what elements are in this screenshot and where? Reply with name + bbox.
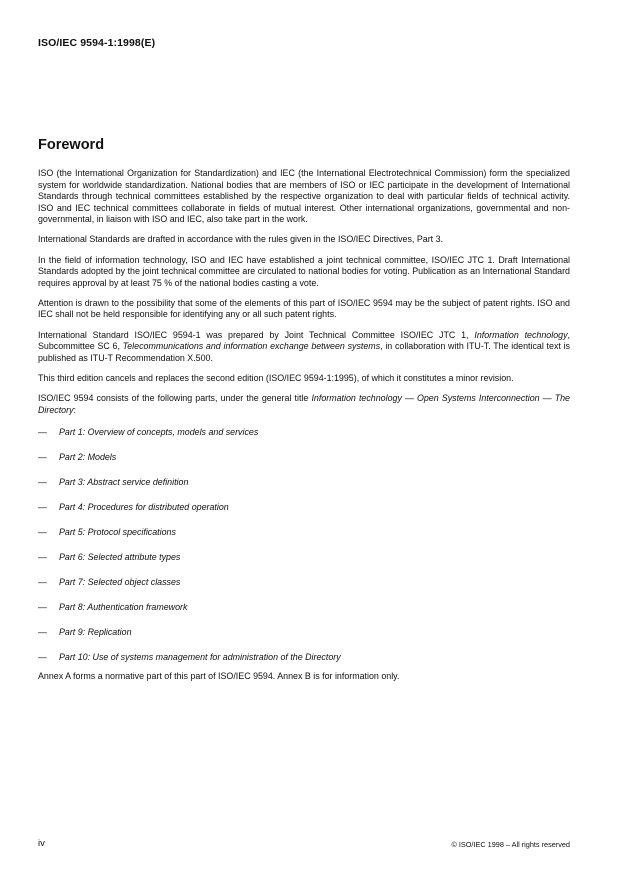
preparation-text-3: , in collaboration with ITU-T. The identical text is published as ITU-T Recommendation X.500.: [38, 341, 570, 363]
paragraph-patent-rights: Attention is drawn to the possibility that some of the elements of this part of ISO/IEC 9594 may be the subject of patent rights. ISO and IEC shall not be held responsible for identifying any or all such patent rights.: [38, 297, 570, 320]
list-item: [38, 427, 570, 452]
page-number: iv: [38, 838, 45, 849]
part-title: Part 7: Selected object classes: [59, 577, 181, 588]
part-title: Part 4: Procedures for distributed operation: [59, 502, 229, 513]
section-title: Foreword: [38, 137, 105, 153]
list-dash: —: [38, 477, 47, 488]
list-dash: —: [38, 502, 47, 513]
list-dash: —: [38, 602, 47, 613]
part-title: Part 10: Use of systems management for administration of the Directory: [59, 652, 341, 663]
list-dash: —: [38, 527, 47, 538]
copyright-notice: © ISO/IEC 1998 – All rights reserved: [451, 840, 570, 849]
document-id-header: ISO/IEC 9594-1:1998(E): [38, 37, 156, 49]
part-title: Part 8: Authentication framework: [59, 602, 188, 613]
parts-intro-text-1: ISO/IEC 9594 consists of the following parts, under the general title: [38, 392, 312, 403]
preparation-text-1: International Standard ISO/IEC 9594-1 was prepared by Joint Technical Committee ISO/IEC JTC 1,: [38, 329, 475, 340]
paragraph-directives: International Standards are drafted in accordance with the rules given in the ISO/IEC Directives, Part 3.: [38, 234, 444, 245]
list-dash: —: [38, 452, 47, 463]
list-item: [38, 502, 570, 527]
list-item: [38, 652, 570, 671]
list-item: [38, 527, 570, 552]
list-dash: —: [38, 427, 47, 438]
list-item: [38, 452, 570, 477]
parts-intro-text-2: :: [73, 404, 76, 415]
part-title: Part 5: Protocol specifications: [59, 527, 176, 538]
paragraph-preparation: [38, 330, 570, 365]
part-title: Part 6: Selected attribute types: [59, 552, 181, 563]
paragraph-iso-iec-intro: ISO (the International Organization for Standardization) and IEC (the International Electrotechnical Commission) form the specialized system for worldwide standardization. National bodies that are members of ISO or IEC participate in the development of International Standards through technical committees established by the respective organization to deal with particular fields of technical activity. ISO and IEC technical committees collaborate in fields of mutual interest. Other international organizations, governmental and non-governmental, in liaison with ISO and IEC, also take part in the work.: [38, 168, 570, 225]
paragraph-annex-note: Annex A forms a normative part of this part of ISO/IEC 9594. Annex B is for information only.: [38, 671, 400, 682]
list-item: [38, 602, 570, 627]
part-title: Part 3: Abstract service definition: [59, 477, 189, 488]
part-title: Part 1: Overview of concepts, models and services: [59, 427, 259, 438]
list-item: [38, 552, 570, 577]
list-dash: —: [38, 627, 47, 638]
list-dash: —: [38, 577, 47, 588]
part-title: Part 9: Replication: [59, 627, 132, 638]
preparation-text-2: , Subcommittee SC 6,: [38, 329, 570, 352]
list-dash: —: [38, 652, 47, 663]
list-dash: —: [38, 552, 47, 563]
list-item: [38, 577, 570, 602]
paragraph-jtc1: In the field of information technology, ISO and IEC have established a joint technical committee, ISO/IEC JTC 1. Draft International Standards adopted by the joint technical committee are circulated to national bodies for voting. Publication as an International Standard requires approval by at least 75 % of the national bodies casting a vote.: [38, 254, 570, 288]
preparation-italic-2: Telecommunications and information exchange between systems: [122, 341, 381, 352]
parts-intro-italic: Information technology — Open Systems Interconnection — The Directory: [38, 392, 570, 415]
parts-list: [38, 427, 570, 671]
list-item: [38, 477, 570, 502]
paragraph-edition: This third edition cancels and replaces the second edition (ISO/IEC 9594-1:1995), of which it constitutes a minor revision.: [38, 372, 514, 383]
list-item: [38, 627, 570, 652]
part-title: Part 2: Models: [59, 452, 117, 463]
paragraph-parts-intro: [38, 393, 570, 416]
preparation-italic-1: Information technology: [474, 329, 568, 340]
foreword-body: [38, 168, 570, 683]
